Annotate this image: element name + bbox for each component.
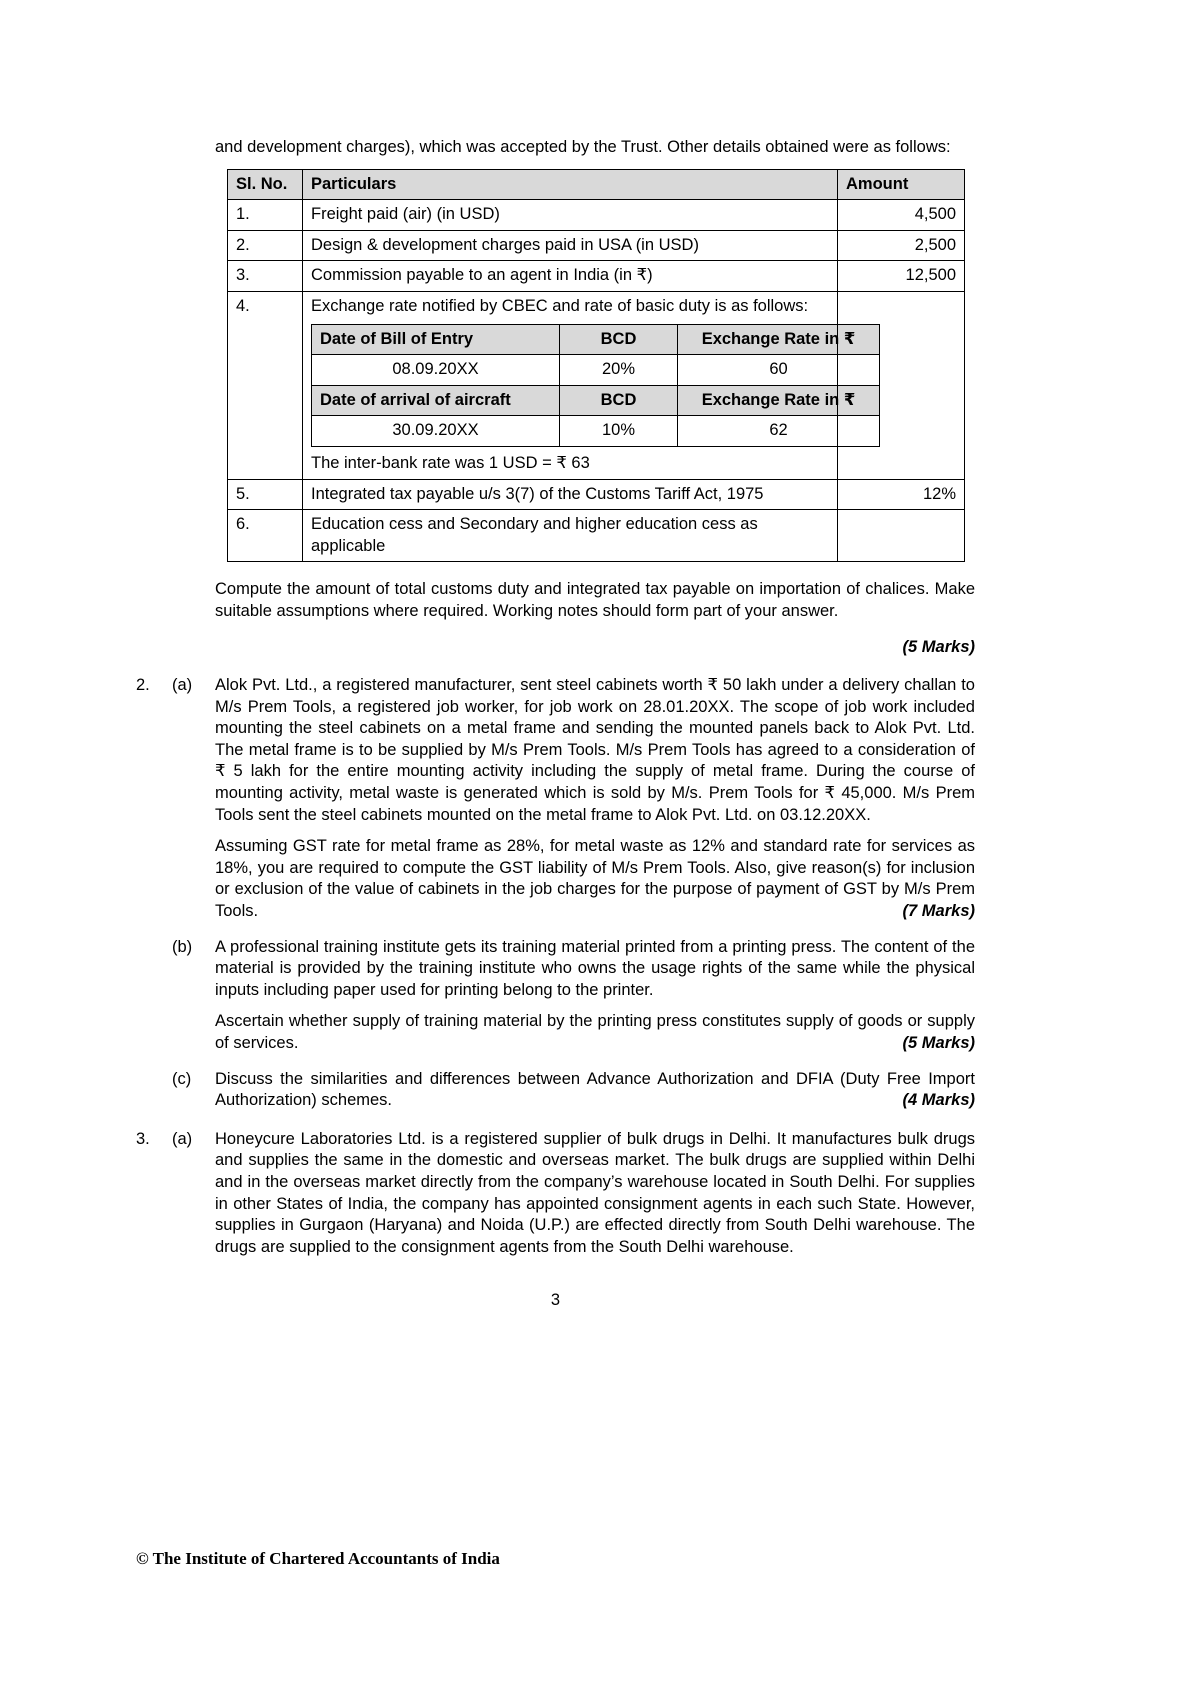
header-amount: Amount: [838, 169, 965, 200]
cell-date: 30.09.20XX: [312, 416, 560, 447]
question-2b: [136, 937, 975, 1055]
q1-compute-paragraph: Compute the amount of total customs duty and integrated tax payable on importation of chalices. Make suitable assumptions where required. Working notes should form part of your answer.: [215, 580, 975, 620]
cell-rate: 62: [678, 416, 880, 447]
table-row: [228, 261, 965, 292]
table-row: [228, 230, 965, 261]
table-row: [228, 479, 965, 510]
cell-sl: 1.: [228, 200, 303, 231]
exchange-header-row: [312, 385, 880, 416]
question-part-label: (b): [172, 937, 193, 956]
cell-rate: 60: [678, 355, 880, 386]
cell-date: 08.09.20XX: [312, 355, 560, 386]
cell-bcd: 10%: [560, 416, 678, 447]
cell-particulars: Design & development charges paid in USA (in USD): [303, 230, 838, 261]
question-part-label: (c): [172, 1069, 192, 1088]
header-date-of-bill-of-entry: Date of Bill of Entry: [312, 324, 560, 355]
question-number: 2.: [136, 676, 150, 695]
header-date-of-arrival: Date of arrival of aircraft: [312, 385, 560, 416]
details-table: [227, 169, 965, 563]
header-sl-no: Sl. No.: [228, 169, 303, 200]
question-number: [136, 1069, 172, 1112]
cell-amount: 12%: [838, 479, 965, 510]
table-row: [228, 200, 965, 231]
exchange-rate-table: [311, 324, 880, 447]
question-part-label: (a): [172, 676, 193, 695]
question-2a: [136, 675, 975, 923]
exchange-header-row: [312, 324, 880, 355]
cell-sl: 4.: [228, 291, 303, 479]
cell-sl: 6.: [228, 510, 303, 562]
q2c-marks: (4 Marks): [902, 1091, 975, 1110]
cell-particulars: Commission payable to an agent in India (in ₹): [303, 261, 838, 292]
q2b-paragraph-2: [215, 1011, 975, 1054]
header-exchange-rate: Exchange Rate in ₹: [678, 385, 880, 416]
q1-marks: (5 Marks): [902, 637, 975, 656]
question-number: [136, 937, 172, 1055]
q2a-paragraph-2-text: Assuming GST rate for metal frame as 28%, for metal waste as 12% and standard rate for services as 18%, you are required to compute the GST liability of M/s Prem Tools. Also, give reason(s) for inclusion or exclusion of the value of cabinets in the job charges for the purpose of payment of GST by M/s Prem Tools.: [215, 837, 975, 921]
cell-particulars: Integrated tax payable u/s 3(7) of the Customs Tariff Act, 1975: [303, 479, 838, 510]
intro-paragraph: and development charges), which was accepted by the Trust. Other details obtained were as follows:: [215, 138, 951, 156]
q2a-paragraph-1: Alok Pvt. Ltd., a registered manufacturer, sent steel cabinets worth ₹ 50 lakh under a delivery challan to M/s Prem Tools, a registered job worker, for job work on 28.01.20XX. The scope of job work included mounting the steel cabinets on a metal frame and sending the mounted panels back to Alok Pvt. Ltd. The metal frame is to be supplied by M/s Prem Tools. M/s Prem Tools has agreed to a consideration of ₹ 5 lakh for the entire mounting activity including the supply of metal frame. During the course of mounting activity, metal waste is generated which is sold by M/s. Prem Tools for ₹ 45,000. M/s Prem Tools sent the steel cabinets mounted on the metal frame to Alok Pvt. Ltd. on 03.12.20XX.: [215, 676, 975, 824]
table-row-exchange: [228, 291, 965, 479]
q2a-paragraph-2: [215, 836, 975, 922]
cell-amount: [838, 291, 965, 479]
question-3a: [136, 1129, 975, 1259]
q2b-paragraph-2-text: Ascertain whether supply of training material by the printing press constitutes supply of goods or supply of services.: [215, 1012, 975, 1052]
q2a-marks: (7 Marks): [902, 902, 975, 921]
cell-particulars: [303, 291, 856, 479]
q2c-paragraph-1: [215, 1069, 975, 1112]
q2b-paragraph-1: A professional training institute gets its training material printed from a printing press. The content of the material is provided by the training institute who owns the usage rights of the same while the physical inputs including paper used for printing belong to the printer.: [215, 937, 975, 999]
cell-amount: 2,500: [838, 230, 965, 261]
question-number: 3.: [136, 1129, 150, 1148]
cell-amount: 4,500: [838, 200, 965, 231]
cell-sl: 2.: [228, 230, 303, 261]
header-particulars: Particulars: [303, 169, 838, 200]
table-header-row: [228, 169, 965, 200]
page-number: 3: [550, 1291, 561, 1310]
header-bcd: BCD: [560, 324, 678, 355]
header-bcd: BCD: [560, 385, 678, 416]
header-exchange-rate: Exchange Rate in ₹: [678, 324, 880, 355]
cell-sl: 5.: [228, 479, 303, 510]
question-part-label: (a): [172, 1129, 193, 1148]
cell-amount: [838, 510, 965, 562]
exchange-data-row: [312, 416, 880, 447]
cell-particulars: Education cess and Secondary and higher education cess as applicable: [303, 510, 838, 562]
table-row: [228, 510, 965, 562]
cell-amount: 12,500: [838, 261, 965, 292]
cell-bcd: 20%: [560, 355, 678, 386]
exchange-data-row: [312, 355, 880, 386]
copyright-footer: © The Institute of Chartered Accountants of India: [136, 1549, 500, 1568]
exchange-rate-intro: Exchange rate notified by CBEC and rate of basic duty is as follows:: [311, 296, 809, 315]
cell-particulars: Freight paid (air) (in USD): [303, 200, 838, 231]
question-2c: [136, 1069, 975, 1112]
cell-sl: 3.: [228, 261, 303, 292]
q2b-marks: (5 Marks): [902, 1034, 975, 1052]
inter-bank-rate-note: The inter-bank rate was 1 USD = ₹ 63: [311, 453, 590, 472]
q2c-paragraph-1-text: Discuss the similarities and differences between Advance Authorization and DFIA (Duty Free Import Authorization) schemes.: [215, 1069, 975, 1110]
q3a-paragraph-1: Honeycure Laboratories Ltd. is a registered supplier of bulk drugs in Delhi. It manufactures bulk drugs and supplies the same in the domestic and overseas market. The bulk drugs are supplied within Delhi and in the overseas market directly from the company’s warehouse located in South Delhi. For supplies in other States of India, the company has appointed consignment agents in each such State. However, supplies in Gurgaon (Haryana) and Noida (U.P.) are effected directly from South Delhi warehouse. The drugs are supplied to the consignment agents from the South Delhi warehouse.: [215, 1129, 975, 1256]
